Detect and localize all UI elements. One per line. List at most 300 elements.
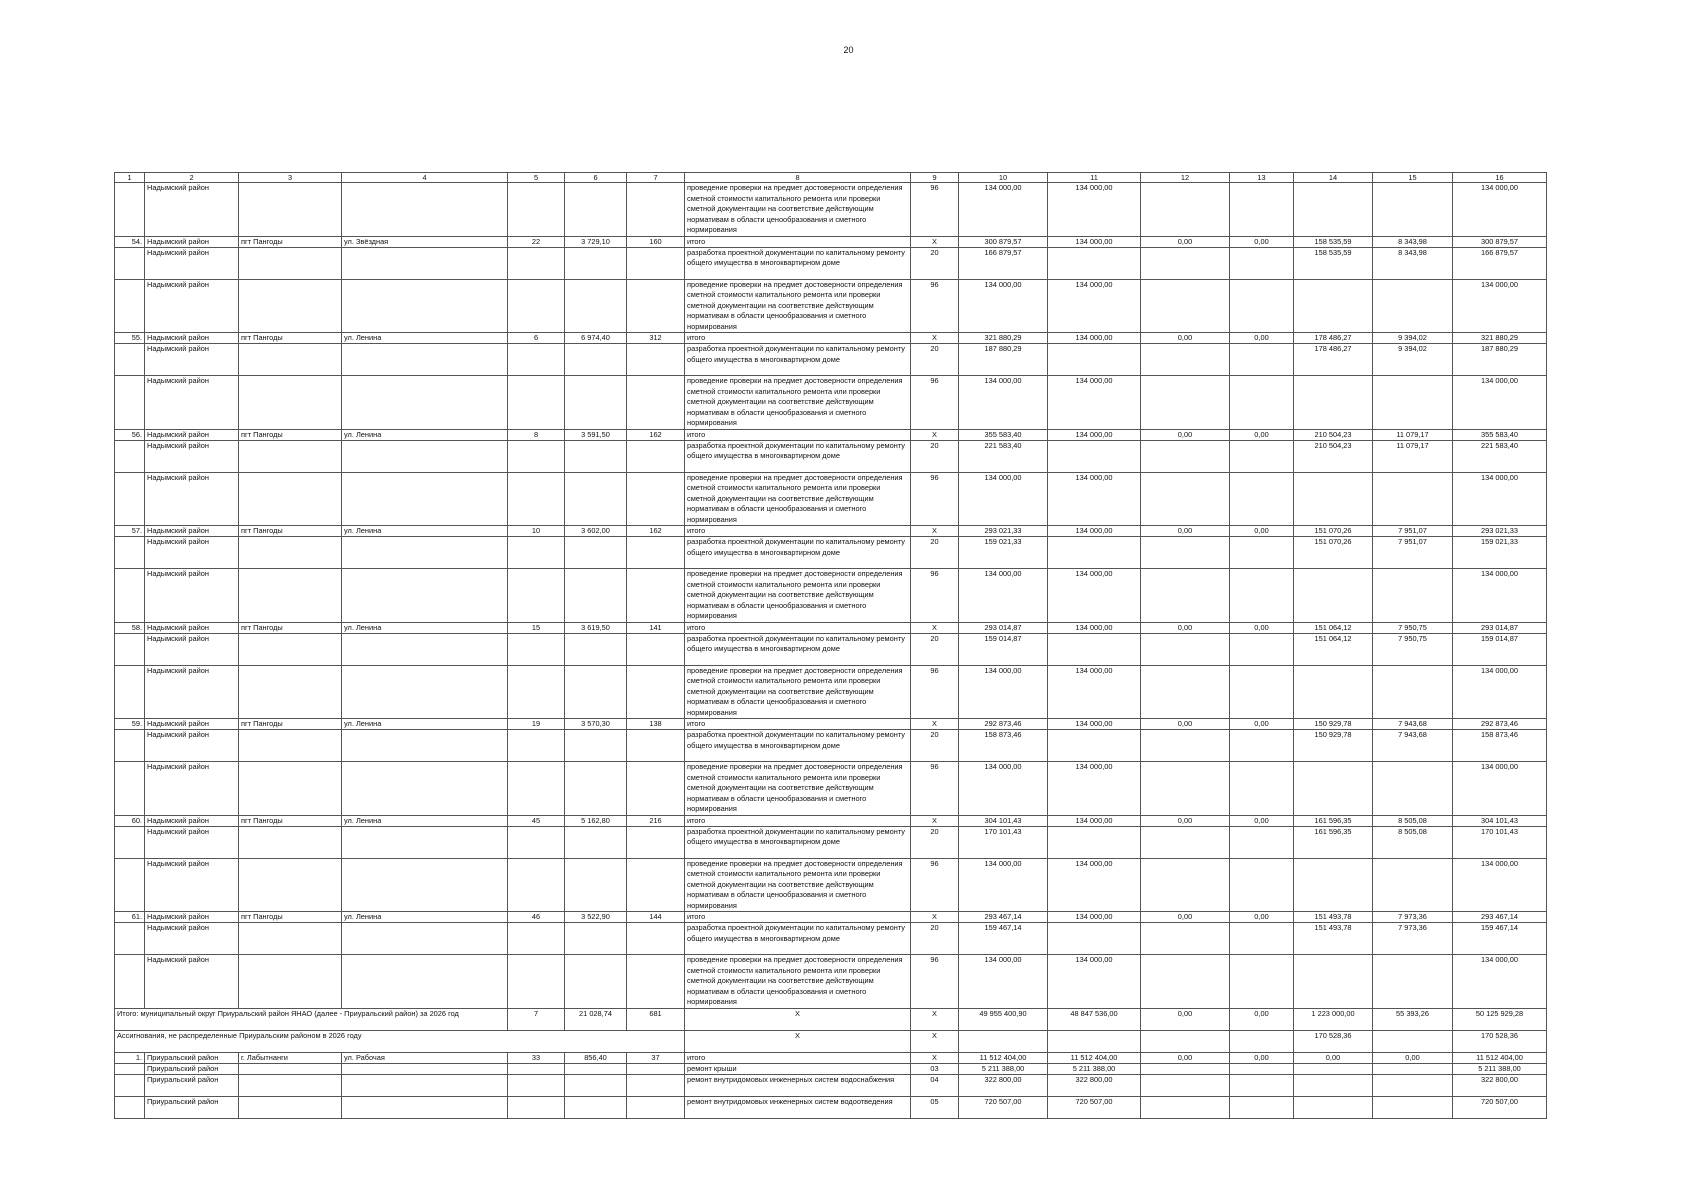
table-cell [1141,730,1230,762]
table-cell [1294,665,1373,719]
table-cell: 151 064,12 [1294,622,1373,633]
table-cell: 5 162,80 [565,815,627,826]
table-cell: 0,00 [1230,622,1294,633]
table-cell: 48 847 536,00 [1048,1008,1141,1030]
table-cell: 8 343,98 [1373,236,1453,247]
table-cell: 134 000,00 [1453,762,1547,816]
table-cell [508,1063,565,1074]
table-cell [239,440,342,472]
table-cell: 0,00 [1230,815,1294,826]
table-cell: 5 211 388,00 [959,1063,1048,1074]
table-cell [627,1074,685,1096]
table-cell: 134 000,00 [1048,955,1141,1009]
header-cell: 5 [508,173,565,183]
table-cell: Приуральский район [145,1052,239,1063]
table-cell: 9 394,02 [1373,344,1453,376]
table-cell [1294,1074,1373,1096]
table-cell: 158 873,46 [1453,730,1547,762]
table-cell: 50 125 929,28 [1453,1008,1547,1030]
table-cell [1048,923,1141,955]
table-cell [1373,665,1453,719]
table-cell: 3 729,10 [565,236,627,247]
table-cell [565,376,627,430]
table-cell [1230,1096,1294,1118]
table-cell: 134 000,00 [959,858,1048,912]
table-cell [239,633,342,665]
table-cell: 0,00 [1230,526,1294,537]
table-row [115,955,1547,1009]
table-cell: 158 873,46 [959,730,1048,762]
table-cell [239,955,342,1009]
table-cell: 187 880,29 [959,344,1048,376]
table-cell [565,537,627,569]
table-cell: пгт Пангоды [239,815,342,826]
table-cell [1230,247,1294,279]
table-cell [1230,183,1294,237]
table-cell: Надымский район [145,472,239,526]
table-cell: 20 [911,537,959,569]
table-cell [342,730,508,762]
table-cell [508,344,565,376]
table-cell: 21 028,74 [565,1008,627,1030]
table-cell: 9 394,02 [1373,333,1453,344]
table-cell: 20 [911,826,959,858]
table-cell: 3 591,50 [565,429,627,440]
table-cell [1141,923,1230,955]
header-cell: 14 [1294,173,1373,183]
table-cell: 161 596,35 [1294,815,1373,826]
table-cell: Надымский район [145,730,239,762]
table-cell: 720 507,00 [1048,1096,1141,1118]
table-cell: Надымский район [145,344,239,376]
table-cell [1373,1063,1453,1074]
table-cell: 221 583,40 [1453,440,1547,472]
table-cell [565,1074,627,1096]
table-cell [342,472,508,526]
table-cell: 151 070,26 [1294,526,1373,537]
table-cell: 96 [911,569,959,623]
table-cell: Надымский район [145,826,239,858]
table-cell: 141 [627,622,685,633]
table-cell [1373,1074,1453,1096]
table-cell: ул. Ленина [342,622,508,633]
table-cell: 3 619,50 [565,622,627,633]
capital-repair-table [114,172,1547,1119]
table-cell: Надымский район [145,815,239,826]
table-cell: 22 [508,236,565,247]
table-row [115,762,1547,816]
table-cell [342,376,508,430]
table-cell: проведение проверки на предмет достоверности определения сметной стоимости капитального ремонта или проверки сметной документации на соответствие действующим нормативам в области ценообразования и сметного нормирования [685,569,911,623]
table-cell: X [685,1008,911,1030]
table-cell: 304 101,43 [1453,815,1547,826]
table-cell [115,762,145,816]
table-cell [1373,569,1453,623]
table-cell [508,665,565,719]
table-cell: 0,00 [1141,526,1230,537]
table-cell: 134 000,00 [1453,955,1547,1009]
table-cell: 134 000,00 [1453,858,1547,912]
table-cell: пгт Пангоды [239,622,342,633]
table-cell [239,376,342,430]
table-cell: 134 000,00 [1048,183,1141,237]
table-body [115,173,1547,1119]
table-cell [115,440,145,472]
table-cell [342,183,508,237]
table-cell [342,537,508,569]
table-row [115,247,1547,279]
table-cell [115,1096,145,1118]
table-cell: 134 000,00 [1048,333,1141,344]
table-row [115,279,1547,333]
table-row [115,537,1547,569]
table-cell: 293 014,87 [959,622,1048,633]
table-cell: 7 950,75 [1373,622,1453,633]
district-total-row [115,1008,1547,1030]
table-cell: 170 101,43 [1453,826,1547,858]
table-cell [1294,183,1373,237]
table-cell [1230,923,1294,955]
table-cell [1230,665,1294,719]
table-cell [565,858,627,912]
table-cell [627,344,685,376]
table-cell [342,762,508,816]
table-cell [565,183,627,237]
table-cell: 0,00 [1141,719,1230,730]
table-cell: Приуральский район [145,1096,239,1118]
table-cell: 0,00 [1230,719,1294,730]
table-cell: 55. [115,333,145,344]
table-cell [508,826,565,858]
table-cell: пгт Пангоды [239,526,342,537]
table-cell: 45 [508,815,565,826]
table-cell [1230,826,1294,858]
table-cell [627,569,685,623]
table-cell [565,247,627,279]
table-cell: 96 [911,955,959,1009]
table-cell [239,247,342,279]
table-cell [508,633,565,665]
table-cell [1294,279,1373,333]
table-cell: 293 021,33 [959,526,1048,537]
table-cell: 7 950,75 [1373,633,1453,665]
table-cell: итого [685,912,911,923]
table-cell: 0,00 [1141,815,1230,826]
table-cell: 150 929,78 [1294,719,1373,730]
table-cell: 151 493,78 [1294,923,1373,955]
table-cell [565,472,627,526]
table-cell: 56. [115,429,145,440]
table-cell: 170 528,36 [1453,1030,1547,1052]
table-cell: X [911,1052,959,1063]
table-cell: 720 507,00 [959,1096,1048,1118]
table-cell: разработка проектной документации по капитальному ремонту общего имущества в многоквартирном доме [685,344,911,376]
table-cell [1294,955,1373,1009]
table-cell [1141,569,1230,623]
table-cell [627,183,685,237]
table-cell [115,858,145,912]
table-cell: 151 064,12 [1294,633,1373,665]
table-cell: Надымский район [145,247,239,279]
table-cell [115,183,145,237]
table-cell [1294,569,1373,623]
table-cell [508,247,565,279]
table-cell [239,923,342,955]
table-cell [1230,955,1294,1009]
table-cell: X [911,622,959,633]
table-cell [239,826,342,858]
table-cell: 8 505,08 [1373,815,1453,826]
table-cell: X [911,912,959,923]
table-cell: ремонт крыши [685,1063,911,1074]
table-cell: ул. Ленина [342,719,508,730]
table-cell: проведение проверки на предмет достоверности определения сметной стоимости капитального ремонта или проверки сметной документации на соответствие действующим нормативам в области ценообразования и сметного нормирования [685,858,911,912]
table-cell [508,472,565,526]
table-cell [508,1074,565,1096]
table-row [115,236,1547,247]
table-cell: 134 000,00 [959,955,1048,1009]
table-cell [1230,569,1294,623]
table-cell [239,279,342,333]
table-cell [342,858,508,912]
table-cell [1141,1096,1230,1118]
table-cell [239,183,342,237]
table-cell [627,762,685,816]
table-cell: 134 000,00 [1048,719,1141,730]
table-cell [1048,1030,1141,1052]
table-cell: итого [685,526,911,537]
table-cell: итого [685,622,911,633]
table-cell [1048,247,1141,279]
table-cell [627,247,685,279]
table-cell [1141,762,1230,816]
table-cell [627,472,685,526]
table-row [115,429,1547,440]
table-cell [342,440,508,472]
table-cell [115,826,145,858]
table-cell: 210 504,23 [1294,429,1373,440]
table-cell: 0,00 [1141,429,1230,440]
table-cell: пгт Пангоды [239,912,342,923]
unallocated-assignments-row [115,1030,1547,1052]
table-cell: итого [685,1052,911,1063]
table-cell [342,1096,508,1118]
table-cell: 210 504,23 [1294,440,1373,472]
table-cell [508,537,565,569]
table-cell: 160 [627,236,685,247]
table-cell [1230,344,1294,376]
table-cell: проведение проверки на предмет достоверности определения сметной стоимости капитального ремонта или проверки сметной документации на соответствие действующим нормативам в области ценообразования и сметного нормирования [685,279,911,333]
table-cell: 216 [627,815,685,826]
table-cell: 11 512 404,00 [1453,1052,1547,1063]
table-cell: 158 535,59 [1294,236,1373,247]
table-row [115,440,1547,472]
table-row [115,622,1547,633]
table-cell: итого [685,236,911,247]
table-row [115,912,1547,923]
table-cell: ремонт внутридомовых инженерных систем водоснабжения [685,1074,911,1096]
table-cell: 166 879,57 [959,247,1048,279]
table-cell: 04 [911,1074,959,1096]
table-cell: 20 [911,344,959,376]
table-cell: Надымский район [145,858,239,912]
header-cell: 8 [685,173,911,183]
table-cell [1373,762,1453,816]
table-cell: 138 [627,719,685,730]
table-cell: 159 021,33 [959,537,1048,569]
table-cell: Итого: муниципальный округ Приуральский район ЯНАО (далее - Приуральский район) за 2026 год [115,1008,508,1030]
table-cell: 46 [508,912,565,923]
table-cell: 0,00 [1230,333,1294,344]
table-cell [1230,762,1294,816]
table-cell: 60. [115,815,145,826]
table-cell: 159 467,14 [959,923,1048,955]
table-cell [565,440,627,472]
table-cell: 5 211 388,00 [1048,1063,1141,1074]
table-cell: 158 535,59 [1294,247,1373,279]
table-cell [627,1063,685,1074]
table-cell: 96 [911,183,959,237]
table-cell: 96 [911,858,959,912]
table-cell: 33 [508,1052,565,1063]
table-cell: Надымский район [145,912,239,923]
column-number-header [115,173,1547,183]
table-cell [1141,472,1230,526]
table-cell [115,569,145,623]
table-cell [627,1096,685,1118]
table-cell: 856,40 [565,1052,627,1063]
table-cell: 292 873,46 [1453,719,1547,730]
table-cell [627,537,685,569]
table-cell: 322 800,00 [1453,1074,1547,1096]
table-cell: 96 [911,762,959,816]
table-cell [115,1074,145,1096]
table-cell: 134 000,00 [1048,622,1141,633]
table-cell: итого [685,815,911,826]
header-cell: 13 [1230,173,1294,183]
table-cell: 162 [627,429,685,440]
table-cell [1230,858,1294,912]
table-cell [1373,279,1453,333]
table-row [115,633,1547,665]
table-row [115,376,1547,430]
table-cell: Ассигнования, не распределенные Приуральским районом в 2026 году [115,1030,685,1052]
table-cell [565,633,627,665]
table-cell [565,762,627,816]
table-cell: 37 [627,1052,685,1063]
table-cell [508,376,565,430]
table-cell: 322 800,00 [959,1074,1048,1096]
table-cell [565,923,627,955]
table-cell: 221 583,40 [959,440,1048,472]
table-cell: X [911,333,959,344]
table-cell [1230,537,1294,569]
table-cell [627,279,685,333]
table-cell [239,472,342,526]
table-cell: 170 528,36 [1294,1030,1373,1052]
table-cell: Надымский район [145,440,239,472]
table-cell: 11 079,17 [1373,429,1453,440]
table-cell [508,923,565,955]
table-cell: 144 [627,912,685,923]
table-row [115,665,1547,719]
table-cell [627,633,685,665]
table-cell: X [911,1008,959,1030]
header-cell: 9 [911,173,959,183]
table-cell [1373,472,1453,526]
table-cell: 0,00 [1141,622,1230,633]
table-cell [508,183,565,237]
table-cell: 300 879,57 [959,236,1048,247]
table-cell: 159 021,33 [1453,537,1547,569]
table-cell [115,633,145,665]
table-cell: 178 486,27 [1294,344,1373,376]
table-row [115,344,1547,376]
table-cell: 8 505,08 [1373,826,1453,858]
table-cell: 134 000,00 [1048,376,1141,430]
table-cell [565,279,627,333]
table-cell: проведение проверки на предмет достоверности определения сметной стоимости капитального ремонта или проверки сметной документации на соответствие действующим нормативам в области ценообразования и сметного нормирования [685,183,911,237]
table-cell [1141,440,1230,472]
table-cell: 96 [911,376,959,430]
table-cell [342,569,508,623]
table-cell: 61. [115,912,145,923]
table-row [115,815,1547,826]
table-cell: 7 973,36 [1373,912,1453,923]
table-cell: Надымский район [145,569,239,623]
table-cell [1373,955,1453,1009]
table-cell: разработка проектной документации по капитальному ремонту общего имущества в многоквартирном доме [685,440,911,472]
table-cell: 7 943,68 [1373,730,1453,762]
table-cell: Надымский район [145,526,239,537]
table-cell: 134 000,00 [1453,376,1547,430]
table-cell [1230,1063,1294,1074]
table-cell [1230,440,1294,472]
table-cell: Надымский район [145,923,239,955]
table-cell: 134 000,00 [1048,762,1141,816]
table-cell [508,762,565,816]
table-cell [627,376,685,430]
table-cell [342,923,508,955]
table-row [115,569,1547,623]
table-cell [565,730,627,762]
table-cell: Надымский район [145,622,239,633]
table-cell [1048,537,1141,569]
table-cell [508,279,565,333]
table-cell: ул. Ленина [342,912,508,923]
table-row [115,1063,1547,1074]
table-cell: 6 974,40 [565,333,627,344]
table-cell: Надымский район [145,279,239,333]
table-cell: 134 000,00 [1048,858,1141,912]
table-cell: 0,00 [1141,912,1230,923]
table-cell: проведение проверки на предмет достоверности определения сметной стоимости капитального ремонта или проверки сметной документации на соответствие действующим нормативам в области ценообразования и сметного нормирования [685,665,911,719]
table-cell [1373,1096,1453,1118]
table-cell [342,826,508,858]
table-cell [627,923,685,955]
table-cell: X [911,429,959,440]
table-cell [1294,1096,1373,1118]
table-cell [239,730,342,762]
table-cell: 0,00 [1141,236,1230,247]
table-cell: 54. [115,236,145,247]
table-cell [1141,376,1230,430]
table-cell [1141,633,1230,665]
table-cell: Надымский район [145,762,239,816]
table-cell: проведение проверки на предмет достоверности определения сметной стоимости капитального ремонта или проверки сметной документации на соответствие действующим нормативам в области ценообразования и сметного нормирования [685,376,911,430]
table-cell: 59. [115,719,145,730]
table-cell [1048,826,1141,858]
